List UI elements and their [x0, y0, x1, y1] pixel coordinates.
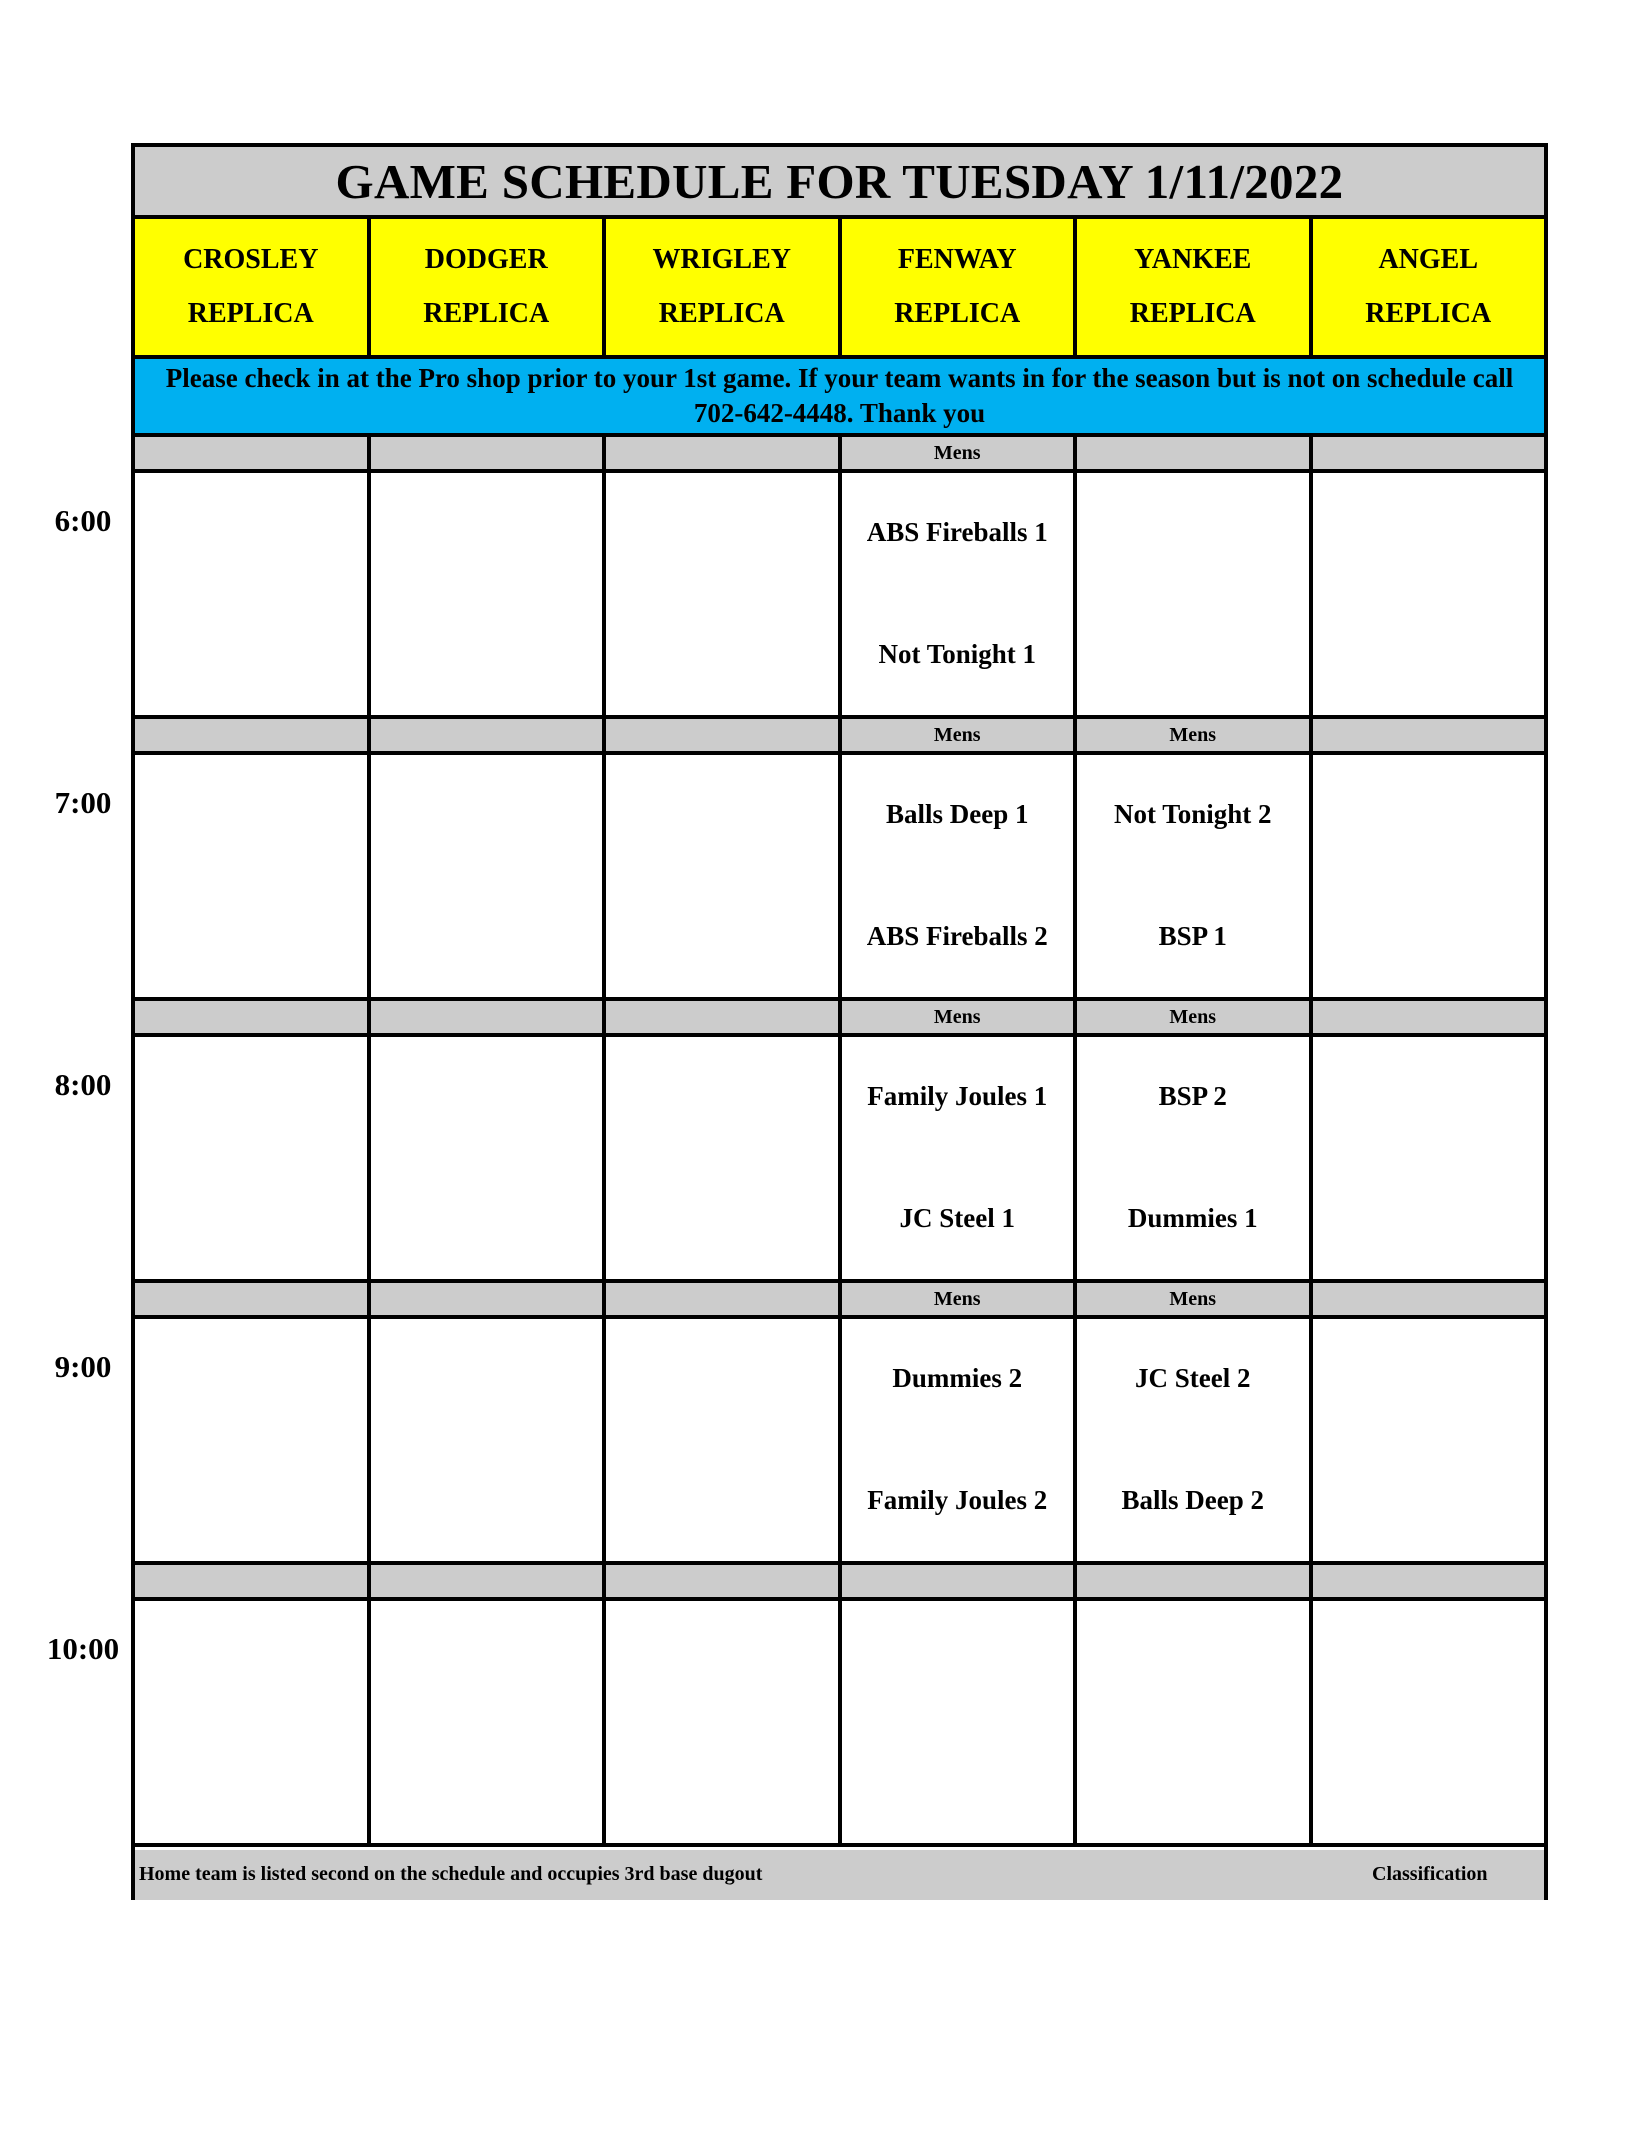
- classification-cell: [1313, 437, 1545, 469]
- field-header-angel: [1313, 219, 1545, 355]
- game-cell: [371, 1319, 607, 1561]
- game-cell: [842, 1319, 1078, 1561]
- classification-cell: [371, 1001, 607, 1033]
- classification-cell: [1077, 437, 1313, 469]
- away-team: Balls Deep 1: [885, 799, 1029, 829]
- classification-cell: Mens: [1077, 1283, 1313, 1315]
- classification-cell: Mens: [1077, 1001, 1313, 1033]
- game-cell: [606, 473, 842, 715]
- home-team: ABS Fireballs 2: [866, 921, 1048, 951]
- game-cell: [1313, 1601, 1545, 1843]
- classification-cell: [1077, 1565, 1313, 1597]
- classification-cell: [135, 1001, 371, 1033]
- field-type: REPLICA: [1365, 298, 1492, 329]
- field-name: WRIGLEY: [652, 244, 791, 275]
- game-cell: [135, 473, 371, 715]
- game-cell: [606, 1319, 842, 1561]
- away-team: BSP 2: [1158, 1081, 1227, 1111]
- classification-row: [135, 719, 1544, 755]
- time-label: 8:00: [54, 1067, 112, 1102]
- field-type: REPLICA: [1129, 298, 1256, 329]
- page-title: GAME SCHEDULE FOR TUESDAY 1/11/2022: [135, 147, 1544, 219]
- field-header-row: [135, 219, 1544, 359]
- classification-cell: [1313, 1001, 1545, 1033]
- classification-cell: [135, 1565, 371, 1597]
- classification-cell: [606, 719, 842, 751]
- classification-cell: [606, 437, 842, 469]
- field-name: YANKEE: [1134, 244, 1252, 275]
- game-cell: [135, 1601, 371, 1843]
- classification-cell: [1313, 1283, 1545, 1315]
- time-label: 7:00: [54, 785, 112, 820]
- classification-cell: [371, 719, 607, 751]
- schedule-table: [131, 143, 1548, 1900]
- game-cell: [842, 1037, 1078, 1279]
- game-cell: [842, 1601, 1078, 1843]
- home-team: Not Tonight 1: [878, 639, 1037, 669]
- field-type: REPLICA: [894, 298, 1021, 329]
- home-team: Dummies 1: [1127, 1203, 1258, 1233]
- home-team: JC Steel 1: [899, 1203, 1015, 1233]
- classification-cell: [371, 1565, 607, 1597]
- classification-cell: [1313, 719, 1545, 751]
- footer-bar: [135, 1850, 1544, 1900]
- game-cell: [371, 1601, 607, 1843]
- away-team: ABS Fireballs 1: [866, 517, 1048, 547]
- home-team: BSP 1: [1158, 921, 1227, 951]
- time-label: 6:00: [54, 503, 112, 538]
- classification-cell: [135, 719, 371, 751]
- classification-row: [135, 1565, 1544, 1601]
- classification-cell: [606, 1565, 842, 1597]
- field-header-dodger: [371, 219, 607, 355]
- classification-cell: [135, 1283, 371, 1315]
- game-cell: [1077, 1037, 1313, 1279]
- field-header-yankee: [1077, 219, 1313, 355]
- check-in-notice: Please check in at the Pro shop prior to your 1st game. If your team wants in for the season but is not on schedule call 702-642-4448. Thank you: [135, 359, 1544, 437]
- classification-cell: [135, 437, 371, 469]
- classification-cell: Mens: [1077, 719, 1313, 751]
- game-row: [135, 473, 1544, 719]
- game-cell: [135, 1319, 371, 1561]
- away-team: Dummies 2: [892, 1363, 1023, 1393]
- game-row: [135, 755, 1544, 1001]
- field-name: FENWAY: [897, 244, 1017, 275]
- classification-row: [135, 1001, 1544, 1037]
- classification-cell: [1313, 1565, 1545, 1597]
- field-name: DODGER: [424, 244, 548, 275]
- classification-cell: [842, 1565, 1078, 1597]
- game-cell: [135, 1037, 371, 1279]
- classification-label: Classification: [1372, 1863, 1488, 1885]
- classification-cell: [371, 1283, 607, 1315]
- classification-cell: Mens: [842, 437, 1078, 469]
- game-cell: [1313, 473, 1545, 715]
- classification-cell: Mens: [842, 1001, 1078, 1033]
- game-cell: [1077, 755, 1313, 997]
- game-cell: [1313, 1319, 1545, 1561]
- classification-cell: [606, 1283, 842, 1315]
- game-cell: [842, 755, 1078, 997]
- classification-row: [135, 1283, 1544, 1319]
- field-type: REPLICA: [187, 298, 314, 329]
- field-header-wrigley: [606, 219, 842, 355]
- game-cell: [1313, 1037, 1545, 1279]
- classification-cell: [606, 1001, 842, 1033]
- game-cell: [1313, 755, 1545, 997]
- field-header-crosley: [135, 219, 371, 355]
- time-label: 9:00: [54, 1349, 112, 1384]
- game-row: [135, 1601, 1544, 1847]
- game-cell: [1077, 1319, 1313, 1561]
- home-team-note: Home team is listed second on the schedule and occupies 3rd base dugout: [139, 1863, 763, 1885]
- game-cell: [606, 1601, 842, 1843]
- classification-cell: [371, 437, 607, 469]
- game-cell: [371, 755, 607, 997]
- game-cell: [606, 755, 842, 997]
- game-row: [135, 1319, 1544, 1565]
- field-type: REPLICA: [423, 298, 550, 329]
- away-team: Family Joules 1: [867, 1081, 1048, 1111]
- away-team: JC Steel 2: [1135, 1363, 1251, 1393]
- game-cell: [371, 1037, 607, 1279]
- classification-cell: Mens: [842, 719, 1078, 751]
- game-row: [135, 1037, 1544, 1283]
- game-cell: [1077, 473, 1313, 715]
- game-cell: [606, 1037, 842, 1279]
- field-type: REPLICA: [658, 298, 785, 329]
- game-cell: [371, 473, 607, 715]
- home-team: Balls Deep 2: [1121, 1485, 1264, 1515]
- field-header-fenway: [842, 219, 1078, 355]
- time-label: 10:00: [46, 1631, 120, 1666]
- classification-row: [135, 437, 1544, 473]
- field-name: CROSLEY: [183, 244, 319, 275]
- home-team: Family Joules 2: [867, 1485, 1048, 1515]
- field-name: ANGEL: [1378, 244, 1479, 275]
- away-team: Not Tonight 2: [1113, 799, 1272, 829]
- game-cell: [842, 473, 1078, 715]
- classification-cell: Mens: [842, 1283, 1078, 1315]
- game-cell: [1077, 1601, 1313, 1843]
- game-cell: [135, 755, 371, 997]
